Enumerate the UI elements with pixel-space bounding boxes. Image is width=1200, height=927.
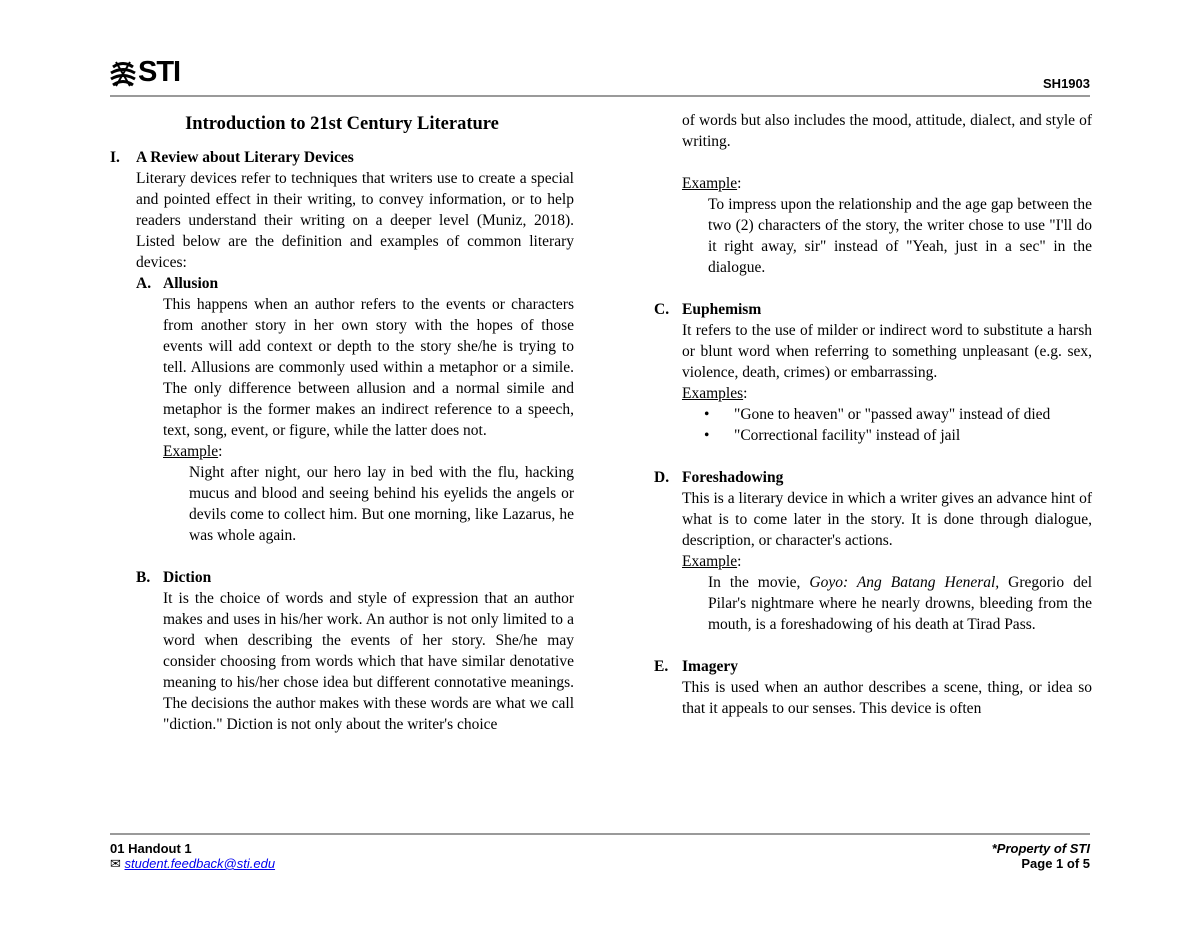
section-heading [110,147,574,168]
example-label: Examples [682,385,744,402]
foreshadowing-body: This is a literary device in which a writer gives an advance hint of what is to come later in the story. It is done through dialogue, description, or character's actions. [682,490,1092,549]
euphemism-heading [654,299,1092,320]
bullet-text: "Gone to heaven" or "passed away" instead of died [734,406,1051,423]
footer-right [992,841,1090,871]
imagery-heading [654,656,1092,677]
bullet-icon: • [704,427,710,444]
list-item [682,425,1092,446]
example-text: In the movie, [708,574,810,591]
bullet-icon: • [704,406,710,423]
envelope-icon: ✉ [110,856,121,871]
example-label: Example [163,443,219,460]
subsection-number: E. [654,658,669,675]
section-title: A Review about Literary Devices [136,149,354,166]
logo-text: STI [138,56,181,88]
subsection-title: Allusion [163,275,219,292]
list-item [682,404,1092,425]
diction-example: To impress upon the relationship and the age gap between the two (2) characters of the story, the writer chose to use "I'll do it right away, sir" instead of "Yeah, just in a sec" in the dialogue. [708,196,1092,276]
subsection-number: C. [654,301,670,318]
subsection-number: B. [136,569,151,586]
property-notice: *Property of STI [991,841,1090,856]
footer-rule [110,833,1090,835]
example-label: Example [682,175,738,192]
page-title: Introduction to 21st Century Literature [185,114,499,134]
section-intro: Literary devices refer to techniques that writers use to create a special and pointed effect in their writing, to convey information, or to help readers understand their writing on a deeper level (Muniz, 2018). Listed below are the definition and examples of common literary devices: [136,170,574,271]
subsection-title: Imagery [682,658,738,675]
subsection-title: Diction [163,569,212,586]
subsection-title: Foreshadowing [682,469,784,486]
bullet-text: "Correctional facility" instead of jail [734,427,961,444]
example-text: Gregorio del Pilar's nightmare where he nearly drowns, bleeding from the mouth, is a foreshadowing of his death at Tirad Pass. [708,574,1093,633]
sti-logo [110,56,180,89]
foreshadowing-example [708,572,1092,635]
allusion-heading [136,273,574,294]
allusion-example: Night after night, our hero lay in bed with the flu, hacking mucus and blood and seeing behind his eyelids the angels or devils come to collect him. But one morning, like Lazarus, he was whole again. [189,464,574,544]
diction-heading [136,567,574,588]
page-number: Page 1 of 5 [1021,856,1090,871]
diction-body-continued: of words but also includes the mood, attitude, dialect, and style of writing. [682,112,1092,150]
subsection-title: Euphemism [682,301,762,318]
allusion-body: This happens when an author refers to the events or characters from another story in her own story with the hopes of those events will add context or depth to the story she/he is trying to tell. Allusions are commonly used within a metaphor or a simile. The only difference between allusion and a normal simile and metaphor is the former makes an indirect reference to a speech, text, song, event, or figure, while the latter does not. [163,296,574,439]
section-number: I. [110,149,120,166]
movie-title: Goyo: Ang Batang Heneral, [809,574,1000,591]
example-label: Example [682,553,738,570]
header-rule [110,95,1090,97]
handout-label: 01 Handout 1 [110,841,192,856]
document-code: SH1903 [1043,76,1090,91]
subsection-number: A. [136,275,152,292]
foreshadowing-heading [654,467,1092,488]
diction-body: It is the choice of words and style of expression that an author makes and uses in his/her work. An author is not only limited to a word when describing the events of her story. She/he may consider choosing from words which that have similar denotative meaning to his/her chose idea but different connotative meanings. The decisions the author makes with these words are what we call "diction." Diction is not only about the writer's choice [163,590,574,733]
right-column: of words but also includes the mood, attitude, dialect, and style of writing. Example: To impress upon the relationship and the age gap between the two (2) characters of the story, the writer chose to use "I'll do it right away, sir" instead of "Yeah, just in a sec" in the dialogue. C. Euphemism It refers to the use of milder or indirect word to substitute a harsh or blunt word when referring to something unpleasant (e.g. sex, violence, death, crimes) or embarrassing. Examples: • "Gone to heaven" or "passed away" instead of died • "Correctional facility" instead of jail D. Foreshadowing This is a literary device in which a writer gives an advance hint of what is to come later in the story. It is done through dialogue, description, or character's actions. Example: In the movie, Goyo: Ang Batang Heneral, Gregorio del Pilar's nightmare where he nearly drowns, bleeding from the mouth, is a foreshadowing of his death at Tirad Pass. E. Imagery This is used when an author describes a scene, thing, or idea so that it appeals to our senses. This device is often [654,112,1093,717]
feedback-email-link[interactable]: student.feedback@sti.edu [124,856,276,871]
footer-left [110,841,275,871]
left-column: Introduction to 21st Century Literature I. A Review about Literary Devices Literary devices refer to techniques that writers use to create a special and pointed effect in their writing, to convey information, or to help readers understand their writing on a deeper level (Muniz, 2018). Listed below are the definition and examples of common literary devices: A. Allusion This happens when an author refers to the events or characters from another story in her own story with the hopes of those events will add context or depth to the story she/he is trying to tell. Allusions are commonly used within a metaphor or a simile. The only difference between allusion and a normal simile and metaphor is the former makes an indirect reference to a speech, text, song, event, or figure, while the latter does not. Example: Night after night, our hero lay in bed with the flu, hacking mucus and blood and seeing behind his eyelids the angels or devils come to collect him. But one morning, like Lazarus, he was whole again. B. Diction It is the choice of words and style of expression that an author makes and uses in his/her work. An author is not only limited to a word when describing the events of her story. She/he may consider choosing from words which that have similar denotative meaning to his/her chose idea but different connotative meanings. The decisions the author makes with these words are what we call "diction." Diction is not only about the writer's choice [110,114,574,733]
sti-globe-icon [110,58,136,88]
subsection-number: D. [654,469,670,486]
euphemism-body: It refers to the use of milder or indirect word to substitute a harsh or blunt word when referring to something unpleasant (e.g. sex, violence, death, crimes) or embarrassing. [682,322,1092,381]
imagery-body: This is used when an author describes a scene, thing, or idea so that it appeals to our senses. This device is often [682,679,1092,717]
